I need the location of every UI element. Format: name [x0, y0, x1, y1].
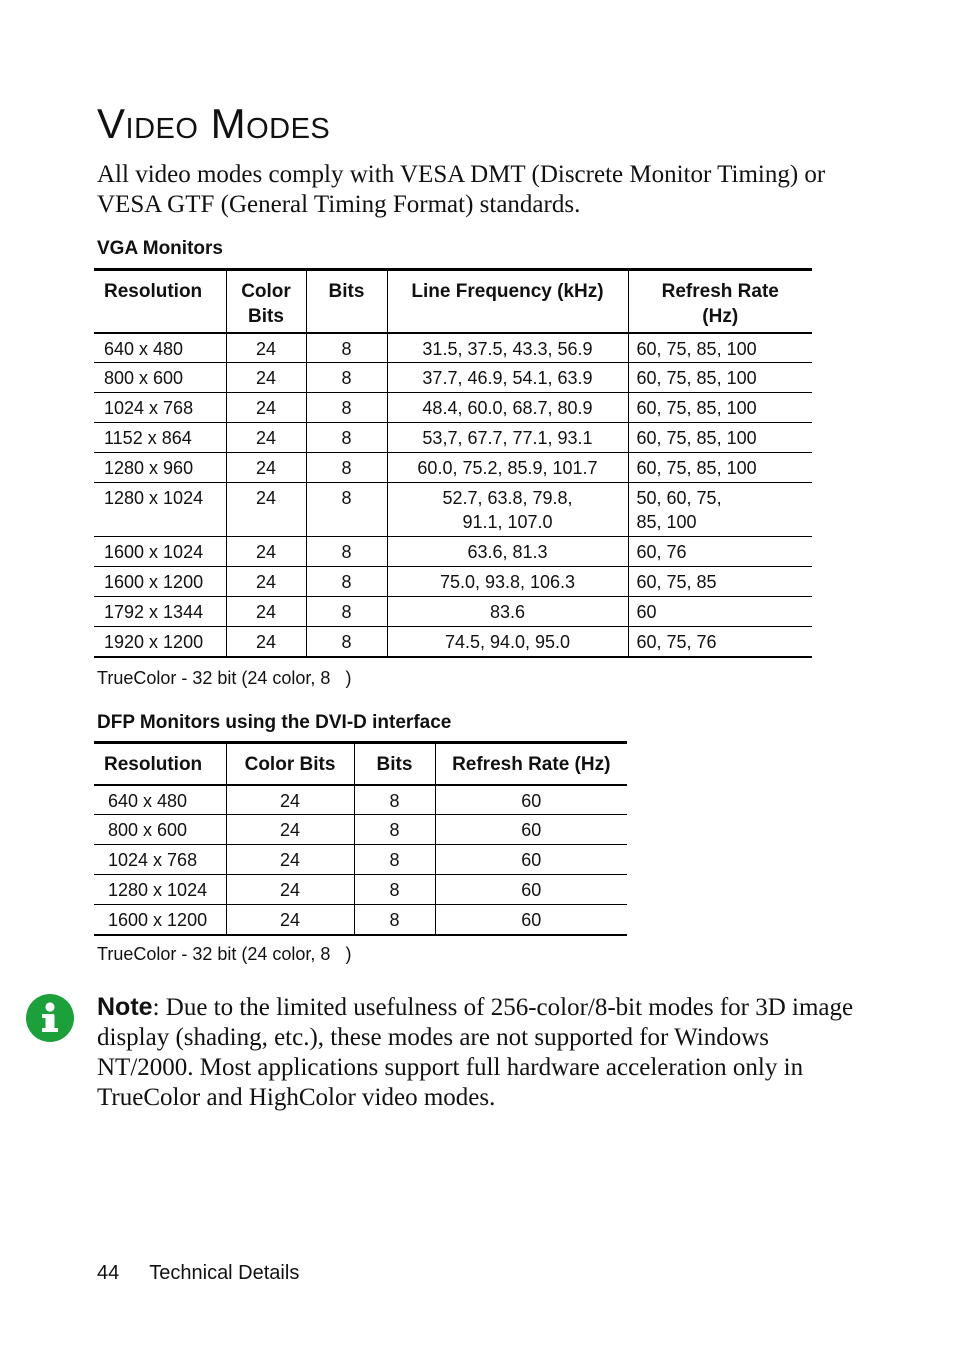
- table-cell: 8: [306, 627, 387, 657]
- info-glyph: [26, 994, 74, 1042]
- table-cell: 52.7, 63.8, 79.8, 91.1, 107.0: [387, 483, 628, 537]
- table-cell: 24: [226, 333, 306, 363]
- dfp-header-row: [94, 743, 627, 785]
- table-cell: 24: [226, 537, 306, 567]
- table-row: [94, 483, 812, 537]
- vga-heading: VGA Monitors: [97, 238, 223, 259]
- page-title: Video Modes: [97, 100, 331, 147]
- table-cell: 48.4, 60.0, 68.7, 80.9: [387, 393, 628, 423]
- table-cell: 60.0, 75.2, 85.9, 101.7: [387, 453, 628, 483]
- dfp-header-cell: Refresh Rate (Hz): [435, 743, 627, 785]
- table-cell: 1280 x 1024: [94, 875, 226, 905]
- table-cell: 60, 75, 85, 100: [628, 393, 812, 423]
- table-cell: 63.6, 81.3: [387, 537, 628, 567]
- table-row: [94, 453, 812, 483]
- vga-header-row: [94, 270, 812, 333]
- table-cell: 60: [435, 785, 627, 815]
- table-cell: 60: [628, 597, 812, 627]
- table-row: [94, 363, 812, 393]
- table-cell: 60: [435, 905, 627, 935]
- table-cell: 8: [306, 483, 387, 537]
- vga-header-cell: Color Bits: [226, 270, 306, 333]
- footer-section: Technical Details: [149, 1262, 300, 1284]
- dfp-header-cell: Resolution: [94, 743, 226, 785]
- info-icon: [26, 994, 74, 1042]
- table-cell: 640 x 480: [94, 785, 226, 815]
- table-cell: 83.6: [387, 597, 628, 627]
- table-cell: 60, 75, 85, 100: [628, 333, 812, 363]
- page-number: 44: [97, 1262, 120, 1284]
- table-cell: 8: [306, 567, 387, 597]
- table-row: [94, 905, 627, 935]
- table-cell: 24: [226, 845, 354, 875]
- page-footer: [97, 1262, 299, 1285]
- table-cell: 74.5, 94.0, 95.0: [387, 627, 628, 657]
- table-cell: 1792 x 1344: [94, 597, 226, 627]
- table-cell: 1920 x 1200: [94, 627, 226, 657]
- table-row: [94, 845, 627, 875]
- table-row: [94, 567, 812, 597]
- table-cell: 60, 76: [628, 537, 812, 567]
- table-cell: 8: [306, 423, 387, 453]
- table-row: [94, 423, 812, 453]
- vga-header-cell: Line Frequency (kHz): [387, 270, 628, 333]
- table-cell: 60: [435, 875, 627, 905]
- dfp-footnote: TrueColor - 32 bit (24 color, 8 ): [97, 944, 352, 964]
- table-cell: 24: [226, 363, 306, 393]
- table-cell: 1600 x 1024: [94, 537, 226, 567]
- table-cell: 60, 75, 85, 100: [628, 423, 812, 453]
- table-row: [94, 627, 812, 657]
- table-cell: 24: [226, 423, 306, 453]
- table-cell: 1600 x 1200: [94, 905, 226, 935]
- table-cell: 800 x 600: [94, 815, 226, 845]
- table-cell: 24: [226, 453, 306, 483]
- table-cell: 8: [306, 597, 387, 627]
- table-cell: 31.5, 37.5, 43.3, 56.9: [387, 333, 628, 363]
- vga-table-body: [94, 333, 812, 657]
- table-cell: 24: [226, 483, 306, 537]
- note-paragraph: [97, 992, 857, 1113]
- table-cell: 24: [226, 393, 306, 423]
- table-cell: 24: [226, 785, 354, 815]
- table-cell: 8: [306, 363, 387, 393]
- table-cell: 1280 x 1024: [94, 483, 226, 537]
- dfp-heading: DFP Monitors using the DVI-D interface: [97, 712, 452, 733]
- note-text: : Due to the limited usefulness of 256-color/8-bit modes for 3D image display (shading, etc.), these modes are not supported for Windows NT/2000. Most applications support full hardware acceleration only in TrueColor and HighColor video modes.: [97, 994, 854, 1111]
- table-row: [94, 333, 812, 363]
- table-cell: 8: [354, 875, 435, 905]
- table-row: [94, 875, 627, 905]
- table-cell: 8: [354, 845, 435, 875]
- table-cell: 8: [306, 453, 387, 483]
- table-cell: 8: [306, 333, 387, 363]
- table-cell: 1024 x 768: [94, 393, 226, 423]
- table-cell: 8: [354, 815, 435, 845]
- table-row: [94, 393, 812, 423]
- vga-header-cell: Bits: [306, 270, 387, 333]
- table-row: [94, 815, 627, 845]
- table-cell: 800 x 600: [94, 363, 226, 393]
- vga-header-cell: Resolution: [94, 270, 226, 333]
- table-cell: 8: [354, 905, 435, 935]
- table-cell: 24: [226, 597, 306, 627]
- vga-footnote: TrueColor - 32 bit (24 color, 8 ): [97, 668, 352, 688]
- table-cell: 60, 75, 85: [628, 567, 812, 597]
- table-row: [94, 785, 627, 815]
- table-cell: 37.7, 46.9, 54.1, 63.9: [387, 363, 628, 393]
- table-cell: 60: [435, 815, 627, 845]
- dfp-header-cell: Bits: [354, 743, 435, 785]
- table-cell: 53,7, 67.7, 77.1, 93.1: [387, 423, 628, 453]
- table-cell: 1600 x 1200: [94, 567, 226, 597]
- table-cell: 24: [226, 627, 306, 657]
- table-row: [94, 537, 812, 567]
- table-cell: 1152 x 864: [94, 423, 226, 453]
- intro-paragraph: All video modes comply with VESA DMT (Discrete Monitor Timing) or VESA GTF (General Timing Format) standards.: [97, 161, 826, 218]
- table-cell: 60: [435, 845, 627, 875]
- vga-header-cell: Refresh Rate (Hz): [628, 270, 812, 333]
- vga-table: [94, 268, 812, 658]
- table-cell: 60, 75, 76: [628, 627, 812, 657]
- table-cell: 8: [354, 785, 435, 815]
- table-cell: 50, 60, 75, 85, 100: [628, 483, 812, 537]
- dfp-table: [94, 741, 627, 936]
- table-cell: 1024 x 768: [94, 845, 226, 875]
- table-cell: 640 x 480: [94, 333, 226, 363]
- table-row: [94, 597, 812, 627]
- note-label: Note: [97, 993, 153, 1021]
- table-cell: 24: [226, 815, 354, 845]
- table-cell: 60, 75, 85, 100: [628, 453, 812, 483]
- table-cell: 24: [226, 567, 306, 597]
- table-cell: 24: [226, 875, 354, 905]
- table-cell: 60, 75, 85, 100: [628, 363, 812, 393]
- dfp-header-cell: Color Bits: [226, 743, 354, 785]
- table-cell: 1280 x 960: [94, 453, 226, 483]
- table-cell: 75.0, 93.8, 106.3: [387, 567, 628, 597]
- table-cell: 8: [306, 537, 387, 567]
- table-cell: 8: [306, 393, 387, 423]
- dfp-table-body: [94, 785, 627, 935]
- table-cell: 24: [226, 905, 354, 935]
